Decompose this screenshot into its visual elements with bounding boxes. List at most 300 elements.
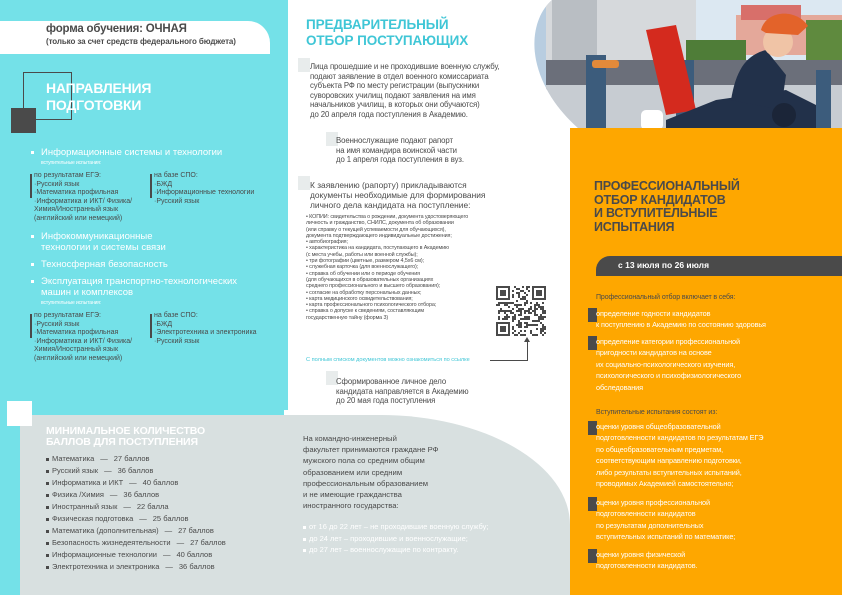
document-item: • КОПИИ: свидетельства о рождении, документа удостоверяющего bbox=[306, 214, 469, 220]
document-item: документа подтверждающего индивидуальные достижения; bbox=[306, 232, 452, 239]
exam-columns bbox=[30, 312, 284, 363]
qr-module bbox=[524, 322, 526, 324]
qr-module bbox=[502, 302, 504, 304]
qr-module bbox=[512, 290, 514, 292]
qr-module bbox=[524, 318, 526, 320]
score-value: 22 балла bbox=[136, 502, 169, 511]
exams-label: Вступительные испытания состоят из: bbox=[596, 409, 718, 416]
directions-title-line: НАПРАВЛЕНИЯ bbox=[46, 80, 152, 96]
qr-module bbox=[542, 316, 544, 318]
exam-line: ·Русский язык bbox=[34, 180, 80, 188]
score-dash: — bbox=[176, 538, 185, 547]
document-item: • согласие на обработку персональных данных; bbox=[306, 289, 422, 296]
qr-module bbox=[520, 314, 522, 316]
document-item: • карта медицинского освидетельствования; bbox=[306, 295, 413, 302]
score-value: 40 баллов bbox=[142, 478, 179, 487]
score-item bbox=[46, 513, 226, 525]
qr-module bbox=[504, 312, 506, 314]
text-line: К заявлению (рапорту) прикладываются bbox=[310, 180, 467, 190]
documents-link[interactable]: С полным списком документов можно ознакомиться по ссылке bbox=[306, 357, 470, 363]
text-line: до 20 апреля года поступления в Академию. bbox=[310, 109, 468, 119]
qr-module bbox=[512, 308, 514, 310]
qr-module bbox=[514, 318, 516, 320]
qr-finder bbox=[500, 326, 506, 332]
qr-module bbox=[534, 306, 536, 308]
faculty-eligibility-text bbox=[303, 433, 439, 511]
qr-module bbox=[536, 320, 538, 322]
requirement-text bbox=[596, 497, 836, 543]
score-item bbox=[46, 549, 226, 561]
program-name-line: Инфокоммуникационные bbox=[41, 231, 153, 242]
exam-line: ·БЖД bbox=[154, 180, 173, 188]
divider bbox=[30, 314, 32, 338]
score-value: 25 баллов bbox=[152, 514, 189, 523]
divider bbox=[150, 314, 152, 338]
qr-module bbox=[544, 326, 546, 328]
quote-marker bbox=[298, 58, 310, 72]
right-panel bbox=[570, 128, 842, 595]
score-item bbox=[46, 561, 226, 573]
qr-module bbox=[518, 304, 520, 306]
qr-module bbox=[510, 302, 512, 304]
qr-module bbox=[498, 318, 500, 320]
text-line: документы необходимые для формирования bbox=[310, 190, 486, 200]
program-name: Информационные системы и технологии bbox=[30, 147, 284, 158]
program-name-line: машин и комплексов bbox=[41, 287, 134, 298]
text-line: На командно-инженерный bbox=[303, 434, 397, 443]
exam-line: ·Математика профильная bbox=[34, 329, 119, 336]
qr-module bbox=[526, 322, 528, 324]
qr-module bbox=[512, 318, 514, 320]
qr-module bbox=[534, 308, 536, 310]
text-line: подают заявление в отдел военного комиссариата bbox=[310, 71, 489, 81]
qr-module bbox=[506, 318, 508, 320]
exam-line: ·Русский язык bbox=[154, 337, 200, 345]
qr-module bbox=[518, 288, 520, 290]
qr-finder bbox=[500, 290, 506, 296]
score-value: 27 баллов bbox=[178, 526, 214, 535]
qr-module bbox=[510, 310, 512, 312]
qr-module bbox=[518, 310, 520, 312]
qr-module bbox=[512, 320, 514, 322]
directions-title-line: ПОДГОТОВКИ bbox=[46, 97, 142, 113]
dates-text: с 13 июля по 26 июля bbox=[618, 260, 710, 270]
text-line: соответствующим направлению подготовки, bbox=[596, 456, 742, 466]
program-name-line: Эксплуатация транспортно-технологических bbox=[41, 276, 238, 287]
text-line: подготовленности кандидатов bbox=[596, 509, 696, 519]
score-dash: — bbox=[165, 562, 173, 571]
age-limit-item: от 16 до 22 лет – не проходившие военную службу; bbox=[303, 521, 489, 533]
text-line: образованием или средним bbox=[303, 467, 403, 477]
text-line: к поступлению в Академию по состоянию здоровья bbox=[596, 320, 766, 330]
qr-module bbox=[530, 324, 532, 326]
text-line: иностранного государства: bbox=[303, 501, 399, 511]
score-subject: Математика bbox=[52, 454, 95, 463]
selection-title-line: ПРОФЕССИОНАЛЬНЫЙ bbox=[594, 179, 740, 193]
divider bbox=[30, 174, 32, 198]
qr-module bbox=[528, 310, 530, 312]
qr-module bbox=[520, 324, 522, 326]
qr-module bbox=[524, 330, 526, 332]
dates-banner bbox=[596, 256, 842, 276]
text-line: пригодности кандидатов на основе bbox=[596, 348, 712, 358]
qr-module bbox=[530, 308, 532, 310]
qr-module bbox=[522, 296, 524, 298]
qr-module bbox=[542, 324, 544, 326]
qr-module bbox=[544, 310, 546, 312]
min-scores-title bbox=[46, 426, 205, 448]
document-item: личность и гражданство, СНИЛС, документа об образовании bbox=[306, 220, 454, 227]
qr-module bbox=[518, 326, 520, 328]
text-line: определение категории профессиональной bbox=[596, 337, 740, 346]
score-dash: — bbox=[104, 466, 112, 475]
min-scores-title-line: БАЛЛОВ ДЛЯ ПОСТУПЛЕНИЯ bbox=[46, 436, 198, 448]
score-value: 36 баллов bbox=[117, 466, 154, 475]
age-limit-item: до 27 лет – военнослужащие по контракту. bbox=[303, 544, 489, 556]
program-name-line: технологии и системы связи bbox=[41, 242, 166, 253]
qr-module bbox=[506, 316, 508, 318]
qr-module bbox=[542, 318, 544, 320]
exam-line: ·Математика профильная bbox=[34, 189, 119, 196]
qr-module bbox=[536, 308, 538, 310]
left-panel bbox=[0, 0, 284, 595]
qr-module bbox=[512, 312, 514, 314]
qr-module bbox=[536, 328, 538, 330]
qr-module bbox=[538, 316, 540, 318]
qr-module bbox=[530, 312, 532, 314]
qr-module bbox=[512, 326, 514, 328]
qr-module bbox=[520, 310, 522, 312]
qr-module bbox=[522, 308, 524, 310]
qr-module bbox=[524, 292, 526, 294]
exam-label: вступительные испытания: bbox=[41, 160, 102, 166]
requirement-item bbox=[596, 308, 836, 331]
ege-exams bbox=[30, 312, 148, 363]
ege-exams bbox=[30, 172, 148, 223]
exam-line: ·Электротехника и электроника bbox=[154, 329, 257, 336]
qr-module bbox=[522, 286, 524, 288]
qr-module bbox=[538, 306, 540, 308]
exam-columns bbox=[30, 172, 284, 223]
program-name bbox=[30, 231, 284, 253]
requirement-item bbox=[596, 497, 836, 543]
qr-module bbox=[520, 334, 522, 336]
qr-module bbox=[514, 330, 516, 332]
score-value: 36 баллов bbox=[123, 490, 160, 499]
score-dash: — bbox=[164, 526, 173, 535]
age-limits-list bbox=[303, 521, 489, 556]
qr-module bbox=[536, 304, 538, 306]
requirement-text bbox=[596, 421, 836, 489]
qr-module bbox=[542, 306, 544, 308]
qr-module bbox=[522, 334, 524, 336]
qr-module bbox=[542, 302, 544, 304]
selection-title-line: ИСПЫТАНИЯ bbox=[594, 219, 675, 234]
military-application-text bbox=[336, 136, 464, 165]
document-item: • три фотографии (цветные, размером 4,5х6 см); bbox=[306, 258, 424, 265]
qr-module bbox=[534, 304, 536, 306]
qr-module bbox=[518, 322, 520, 324]
qr-module bbox=[526, 318, 528, 320]
qr-module bbox=[532, 324, 534, 326]
qr-module bbox=[526, 286, 528, 288]
program-name: Техносферная безопасность bbox=[30, 259, 284, 270]
qr-module bbox=[518, 324, 520, 326]
text-line: кандидата направляется в Академию bbox=[336, 386, 469, 396]
qr-module bbox=[542, 330, 544, 332]
text-line: факультет принимаются граждане РФ bbox=[303, 445, 439, 455]
qr-module bbox=[540, 322, 542, 324]
score-item bbox=[46, 477, 226, 489]
preselection-title bbox=[306, 17, 468, 49]
qr-module bbox=[502, 318, 504, 320]
document-item: • карта профессионального психологического отбора; bbox=[306, 302, 437, 309]
qr-module bbox=[512, 328, 514, 330]
qr-module bbox=[542, 310, 544, 312]
score-dash: — bbox=[162, 550, 171, 559]
qr-module bbox=[540, 314, 542, 316]
qr-module bbox=[516, 310, 518, 312]
requirement-text bbox=[596, 549, 836, 572]
score-value: 40 баллов bbox=[176, 550, 213, 559]
qr-module bbox=[526, 300, 528, 302]
qr-module bbox=[526, 310, 528, 312]
score-subject: Математика (дополнительная) bbox=[52, 526, 159, 535]
qr-module bbox=[520, 308, 522, 310]
requirement-text bbox=[596, 308, 836, 331]
qr-module bbox=[514, 314, 516, 316]
qr-module bbox=[528, 316, 530, 318]
qr-module bbox=[514, 334, 516, 336]
qr-module bbox=[544, 312, 546, 314]
exam-line: Химия/Иностранный язык bbox=[34, 346, 119, 353]
score-subject: Информатика и ИКТ bbox=[52, 478, 124, 487]
exam-line: ·Информационные технологии bbox=[154, 189, 255, 196]
programs-list bbox=[30, 147, 284, 371]
score-value: 27 баллов bbox=[113, 454, 150, 463]
qr-module bbox=[542, 328, 544, 330]
qr-module bbox=[534, 312, 536, 314]
score-item bbox=[46, 501, 226, 513]
qr-module bbox=[532, 334, 534, 336]
qr-module bbox=[524, 326, 526, 328]
selection-title bbox=[594, 180, 740, 234]
document-item: • справка о допуске к сведениям, составляющим bbox=[306, 308, 424, 315]
selection-label: Профессиональный отбор включает в себя: bbox=[596, 294, 736, 301]
selection-title-line: И ВСТУПИТЕЛЬНЫЕ bbox=[594, 206, 718, 220]
qr-module bbox=[496, 304, 498, 306]
score-subject: Физика /Химия bbox=[52, 490, 104, 499]
qr-module bbox=[536, 324, 538, 326]
qr-module bbox=[516, 306, 518, 308]
qr-module bbox=[542, 312, 544, 314]
document-item: (или справку о текущей успеваемости для обучающихся), bbox=[306, 226, 446, 233]
qr-module bbox=[520, 326, 522, 328]
qr-module bbox=[540, 318, 542, 320]
text-line: начальников училищ, в которых они обучаются) bbox=[310, 100, 480, 109]
document-item: • служебная карточка (для военнослужащего); bbox=[306, 264, 419, 271]
text-line: Лица прошедшие и не проходившие военную службу, bbox=[310, 62, 500, 71]
qr-module bbox=[534, 310, 536, 312]
qr-module bbox=[516, 324, 518, 326]
qr-module bbox=[534, 320, 536, 322]
qr-module bbox=[528, 324, 530, 326]
quote-marker bbox=[298, 176, 310, 190]
text-line: подготовленности кандидатов по результатам ЕГЭ bbox=[596, 433, 764, 443]
qr-module bbox=[530, 302, 532, 304]
text-line: профессиональным образованием bbox=[303, 478, 429, 488]
qr-module bbox=[516, 304, 518, 306]
exam-label: вступительные испытания: bbox=[41, 300, 102, 306]
program-name bbox=[30, 276, 284, 298]
qr-module bbox=[524, 304, 526, 306]
qr-module bbox=[512, 302, 514, 304]
qr-module bbox=[526, 288, 528, 290]
selection-title-line: ОТБОР КАНДИДАТОВ bbox=[594, 192, 726, 207]
qr-module bbox=[526, 316, 528, 318]
min-scores-title-line: МИНИМАЛЬНОЕ КОЛИЧЕСТВО bbox=[46, 425, 206, 437]
qr-module bbox=[524, 302, 526, 304]
score-item bbox=[46, 453, 226, 465]
documents-heading bbox=[310, 180, 485, 210]
qr-module bbox=[528, 308, 530, 310]
qr-module bbox=[540, 332, 542, 334]
qr-module bbox=[522, 318, 524, 320]
qr-module bbox=[518, 294, 520, 296]
qr-module bbox=[540, 328, 542, 330]
score-dash: — bbox=[139, 514, 147, 523]
decorative-square bbox=[11, 108, 36, 133]
score-dash: — bbox=[109, 490, 118, 499]
text-line: до 1 апреля года поступления в вуз. bbox=[336, 155, 464, 164]
qr-module bbox=[508, 316, 510, 318]
text-line: вступительных испытаний по математике; bbox=[596, 532, 736, 542]
qr-module bbox=[518, 308, 520, 310]
qr-module bbox=[534, 334, 536, 336]
study-form-subtitle: (только за счет средств федерального бюджета) bbox=[46, 37, 236, 46]
spo-exams bbox=[150, 172, 280, 223]
text-line: оценки уровня профессиональной bbox=[596, 498, 710, 507]
qr-module bbox=[500, 302, 502, 304]
qr-module bbox=[520, 330, 522, 332]
qr-module bbox=[520, 322, 522, 324]
score-subject: Иностранный язык bbox=[52, 502, 118, 511]
text-line: их социально-психологического изучения, bbox=[596, 359, 736, 369]
score-subject: Безопасность жизнедеятельности bbox=[52, 538, 171, 547]
link-arrow-line bbox=[490, 360, 528, 361]
qr-module bbox=[524, 316, 526, 318]
qr-module bbox=[526, 302, 528, 304]
qr-module bbox=[514, 316, 516, 318]
document-item: среднего профессионального и высшего образования); bbox=[306, 283, 441, 290]
requirement-item bbox=[596, 336, 836, 393]
qr-code[interactable] bbox=[496, 286, 546, 336]
qr-module bbox=[500, 310, 502, 312]
exam-line: ·Информатика и ИКТ/ Физика/ bbox=[34, 197, 133, 205]
qr-module bbox=[512, 332, 514, 334]
qr-module bbox=[512, 296, 514, 298]
text-line: на имя командира воинской части bbox=[336, 145, 457, 155]
exam-line: по результатам ЕГЭ: bbox=[34, 172, 102, 179]
text-line: оценки уровня общеобразовательной bbox=[596, 422, 721, 431]
qr-module bbox=[498, 312, 500, 314]
qr-module bbox=[498, 310, 500, 312]
score-dash: — bbox=[123, 502, 131, 511]
qr-module bbox=[540, 306, 542, 308]
qr-module bbox=[536, 334, 538, 336]
qr-module bbox=[542, 308, 544, 310]
qr-module bbox=[510, 312, 512, 314]
text-line: субъекта РФ по месту регистрации (выпускники bbox=[310, 81, 480, 90]
preselection-title-line: ОТБОР ПОСТУПАЮЩИХ bbox=[306, 33, 469, 48]
exam-line: на базе СПО: bbox=[154, 172, 198, 179]
qr-module bbox=[538, 318, 540, 320]
study-form-band bbox=[0, 21, 270, 54]
qr-module bbox=[520, 304, 522, 306]
score-subject: Информационные технологии bbox=[52, 550, 157, 559]
text-line: по результатам дополнительных bbox=[596, 520, 704, 530]
qr-module bbox=[544, 316, 546, 318]
qr-module bbox=[524, 312, 526, 314]
text-line: оценки уровня физической bbox=[596, 550, 686, 559]
qr-module bbox=[506, 302, 508, 304]
divider bbox=[150, 174, 152, 198]
qr-module bbox=[544, 332, 546, 334]
qr-module bbox=[508, 306, 510, 308]
personal-file-text bbox=[336, 377, 469, 406]
qr-module bbox=[504, 316, 506, 318]
decorative-square bbox=[7, 401, 32, 426]
score-item bbox=[46, 465, 226, 477]
text-line: либо результаты вступительных испытаний, bbox=[596, 467, 742, 477]
qr-module bbox=[498, 304, 500, 306]
exam-line: по результатам ЕГЭ: bbox=[34, 312, 102, 319]
text-line: мужского пола со средним общим bbox=[303, 456, 425, 466]
qr-module bbox=[518, 314, 520, 316]
min-scores-panel bbox=[20, 415, 284, 595]
qr-module bbox=[530, 306, 532, 308]
exam-line: ·Русский язык bbox=[154, 197, 200, 205]
document-item: • справка об обучении или о периоде обучения bbox=[306, 270, 420, 277]
score-item bbox=[46, 489, 226, 501]
qr-module bbox=[528, 318, 530, 320]
text-line: суворовских училищ подают заявления на имя bbox=[310, 90, 476, 100]
exam-line: ·Русский язык bbox=[34, 320, 80, 328]
qr-finder bbox=[536, 290, 542, 296]
document-item: (с места учебы, работы или военной службы); bbox=[306, 251, 418, 258]
qr-module bbox=[540, 308, 542, 310]
qr-module bbox=[518, 320, 520, 322]
exam-line: Химия/Иностранный язык bbox=[34, 206, 119, 213]
document-item: (для обучающихся в образовательных организациях bbox=[306, 276, 434, 283]
qr-module bbox=[520, 298, 522, 300]
qr-module bbox=[528, 312, 530, 314]
score-dash: — bbox=[129, 478, 137, 487]
qr-module bbox=[536, 314, 538, 316]
link-arrow-line bbox=[527, 341, 528, 361]
score-value: 36 баллов bbox=[178, 562, 215, 571]
text-line: и не имеющие гражданства bbox=[303, 490, 402, 500]
text-line: Сформированное личное дело bbox=[336, 377, 447, 386]
qr-module bbox=[524, 296, 526, 298]
score-value: 27 баллов bbox=[190, 538, 226, 547]
document-item: • характеристика на кандидата, поступающего в Академию bbox=[306, 245, 449, 252]
arrow-up-icon bbox=[524, 337, 530, 342]
qr-module bbox=[540, 316, 542, 318]
text-line: обследования bbox=[596, 382, 643, 392]
qr-module bbox=[518, 296, 520, 298]
qr-module bbox=[516, 300, 518, 302]
